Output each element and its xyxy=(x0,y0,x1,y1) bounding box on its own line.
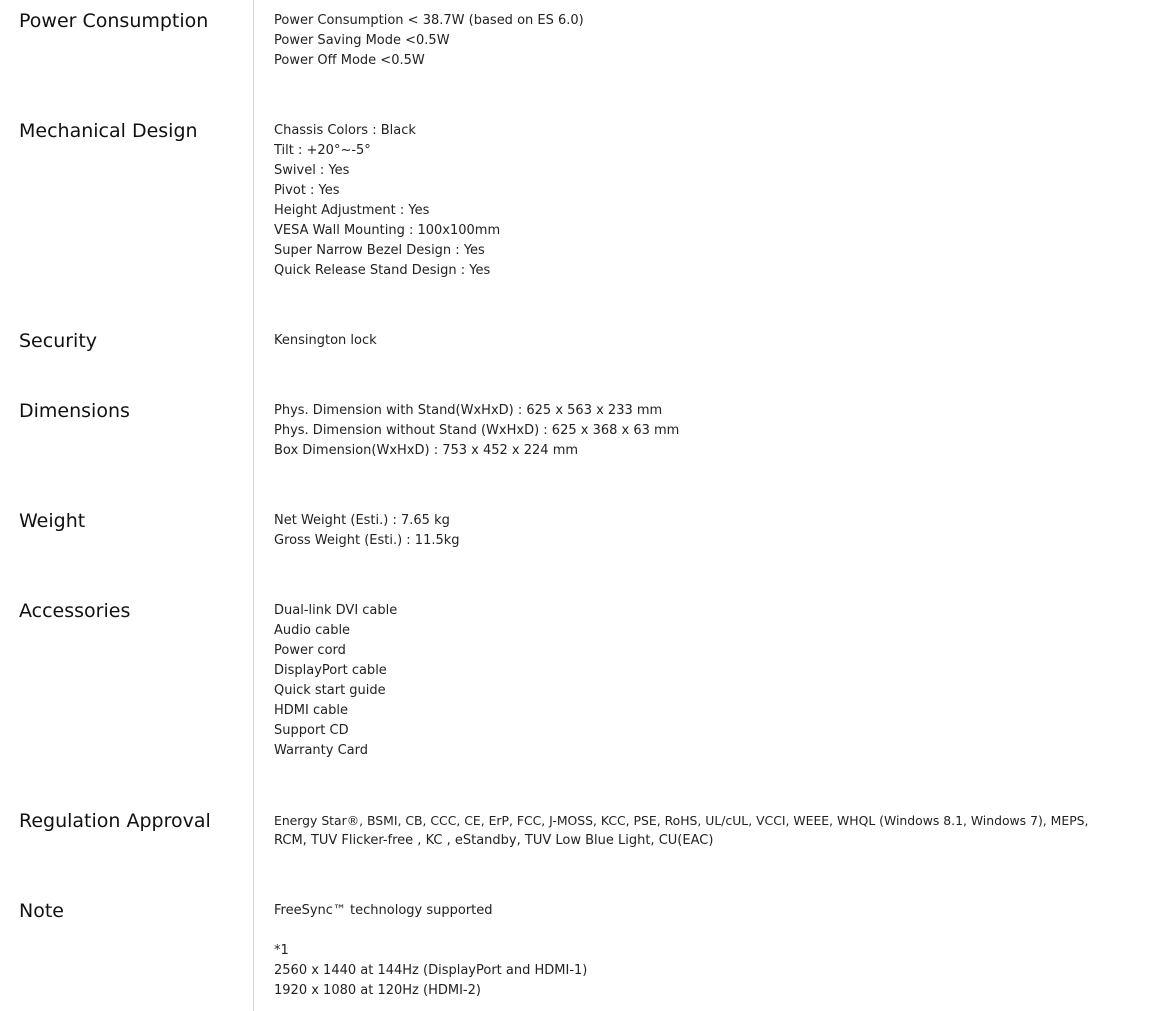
spec-value: Tilt : +20°~-5° xyxy=(274,143,371,158)
spec-values xyxy=(274,11,1134,71)
spec-value: *1 xyxy=(274,943,289,958)
spec-value: Kensington lock xyxy=(274,333,377,348)
spec-values xyxy=(274,811,1134,851)
spec-values xyxy=(274,511,1134,551)
spec-value: Dual-link DVI cable xyxy=(274,603,398,618)
spec-value: Power Off Mode <0.5W xyxy=(274,53,425,68)
spec-value: Quick start guide xyxy=(274,683,386,698)
spec-value: Super Narrow Bezel Design : Yes xyxy=(274,243,485,258)
spec-value-blank xyxy=(274,921,1134,941)
spec-label: Mechanical Design xyxy=(19,120,198,142)
spec-values xyxy=(274,901,1134,1001)
spec-value: DisplayPort cable xyxy=(274,663,387,678)
spec-label: Regulation Approval xyxy=(19,810,211,832)
spec-values xyxy=(274,331,1134,351)
spec-values xyxy=(274,121,1134,281)
spec-label: Accessories xyxy=(19,600,131,622)
spec-value: Warranty Card xyxy=(274,743,368,758)
spec-value: RCM, TUV Flicker-free , KC , eStandby, TUV Low Blue Light, CU(EAC) xyxy=(274,833,714,848)
spec-value: Power Saving Mode <0.5W xyxy=(274,33,450,48)
spec-value: FreeSync™ technology supported xyxy=(274,903,493,918)
spec-value: Box Dimension(WxHxD) : 753 x 452 x 224 mm xyxy=(274,443,579,458)
spec-value: HDMI cable xyxy=(274,703,348,718)
spec-value: VESA Wall Mounting : 100x100mm xyxy=(274,223,501,238)
spec-label: Power Consumption xyxy=(19,10,209,32)
spec-label: Note xyxy=(19,900,64,922)
spec-label: Weight xyxy=(19,510,86,532)
spec-value: Support CD xyxy=(274,723,349,738)
spec-value: Phys. Dimension with Stand(WxHxD) : 625 x 563 x 233 mm xyxy=(274,403,663,418)
spec-value: Energy Star®, BSMI, CB, CCC, CE, ErP, FCC, J-MOSS, KCC, PSE, RoHS, UL/cUL, VCCI, WEEE, WHQL (Windows 8.1, Windows 7), MEPS, xyxy=(274,813,1089,828)
spec-value: Audio cable xyxy=(274,623,351,638)
spec-value: Height Adjustment : Yes xyxy=(274,203,430,218)
spec-value: Phys. Dimension without Stand (WxHxD) : 625 x 368 x 63 mm xyxy=(274,423,680,438)
spec-values xyxy=(274,401,1134,461)
spec-values xyxy=(274,601,1134,761)
spec-value: Power Consumption < 38.7W (based on ES 6.0) xyxy=(274,13,584,28)
spec-value: Gross Weight (Esti.) : 11.5kg xyxy=(274,533,460,548)
spec-value: Swivel : Yes xyxy=(274,163,350,178)
spec-value: Net Weight (Esti.) : 7.65 kg xyxy=(274,513,450,528)
spec-value: Chassis Colors : Black xyxy=(274,123,416,138)
spec-label: Security xyxy=(19,330,98,352)
spec-value: Power cord xyxy=(274,643,346,658)
spec-label: Dimensions xyxy=(19,400,130,422)
spec-value: 2560 x 1440 at 144Hz (DisplayPort and HDMI-1) xyxy=(274,963,588,978)
spec-value: 1920 x 1080 at 120Hz (HDMI-2) xyxy=(274,983,481,998)
column-divider xyxy=(253,0,254,1011)
spec-value: Quick Release Stand Design : Yes xyxy=(274,263,491,278)
spec-value: Pivot : Yes xyxy=(274,183,340,198)
